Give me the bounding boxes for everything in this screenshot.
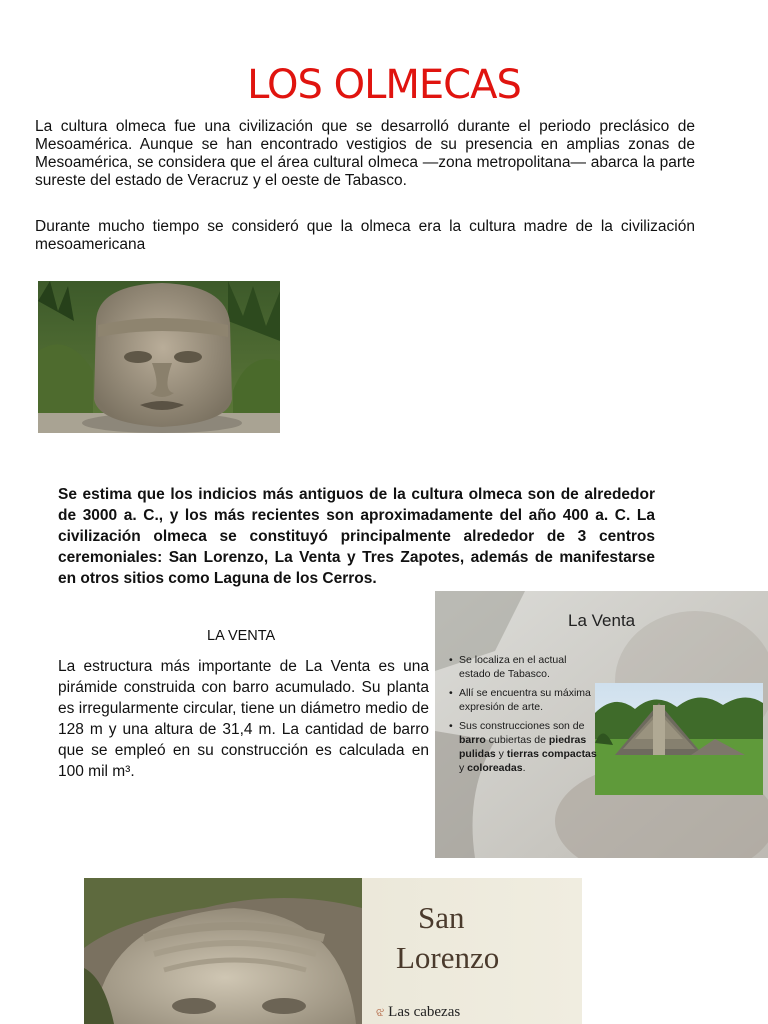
- olmec-head-photo: [38, 281, 280, 433]
- dating-paragraph: Se estima que los indicios más antiguos de la cultura olmeca son de alrededor de 3000 a. C., y los más recientes son aproximadamente del año 400 a. C. La civilización olmeca se constituyó principalmente alrededor de 3 centros ceremoniales: San Lorenzo, La Venta y Tres Zapotes, además de manifestarse en otros sitios como Laguna de los Cerros.: [58, 486, 655, 587]
- la-venta-slide-title: La Venta: [568, 611, 636, 630]
- san-lorenzo-title-line-1: San: [418, 900, 465, 935]
- page-title: LOS OLMECAS: [247, 62, 521, 108]
- la-venta-bullet-list: [449, 653, 597, 780]
- bullet-icon: •: [449, 654, 453, 666]
- san-lorenzo-subtitle-text: Las cabezas: [388, 1004, 461, 1020]
- bullet-text: Sus construcciones son de barro cubiertas de piedras pulidas y tierras compactas y coloreadas.: [459, 720, 597, 774]
- bullet-text: Allí se encuentra su máxima expresión de arte.: [459, 687, 591, 713]
- san-lorenzo-title: [396, 898, 499, 978]
- bullet-mark-icon: ଝ: [376, 1005, 385, 1019]
- la-venta-slide: [435, 591, 768, 858]
- intro-paragraph-1: La cultura olmeca fue una civilización que se desarrolló durante el periodo preclásico de Mesoamérica. Aunque se han encontrado vestigios de su presencia en amplias zonas de Mesoamérica, se considera que el área cultural olmeca —zona metropolitana— abarca la parte sureste del estado de Veracruz y el oeste de Tabasco.: [35, 118, 695, 189]
- san-lorenzo-title-line-2: Lorenzo: [396, 940, 500, 975]
- list-item: [449, 686, 597, 714]
- san-lorenzo-slide: [84, 878, 582, 1024]
- bullet-icon: •: [449, 687, 453, 699]
- bullet-icon: •: [449, 720, 453, 732]
- san-lorenzo-subtitle: [376, 1004, 460, 1021]
- intro-paragraph-2: Durante mucho tiempo se consideró que la olmeca era la cultura madre de la civilización mesoamericana: [35, 218, 695, 253]
- bullet-text: Se localiza en el actual estado de Tabasco.: [459, 654, 567, 680]
- list-item: [449, 653, 597, 681]
- list-item: [449, 719, 597, 775]
- la-venta-paragraph: La estructura más importante de La Venta es una pirámide construida con barro acumulado. Su planta es irregularmente circular, tiene un diámetro medio de 128 m y una altura de 31,4 m. La cantidad de barro que se empleó en su construcción es calculada en 100 mil m³.: [58, 658, 429, 780]
- la-venta-heading: LA VENTA: [207, 628, 276, 644]
